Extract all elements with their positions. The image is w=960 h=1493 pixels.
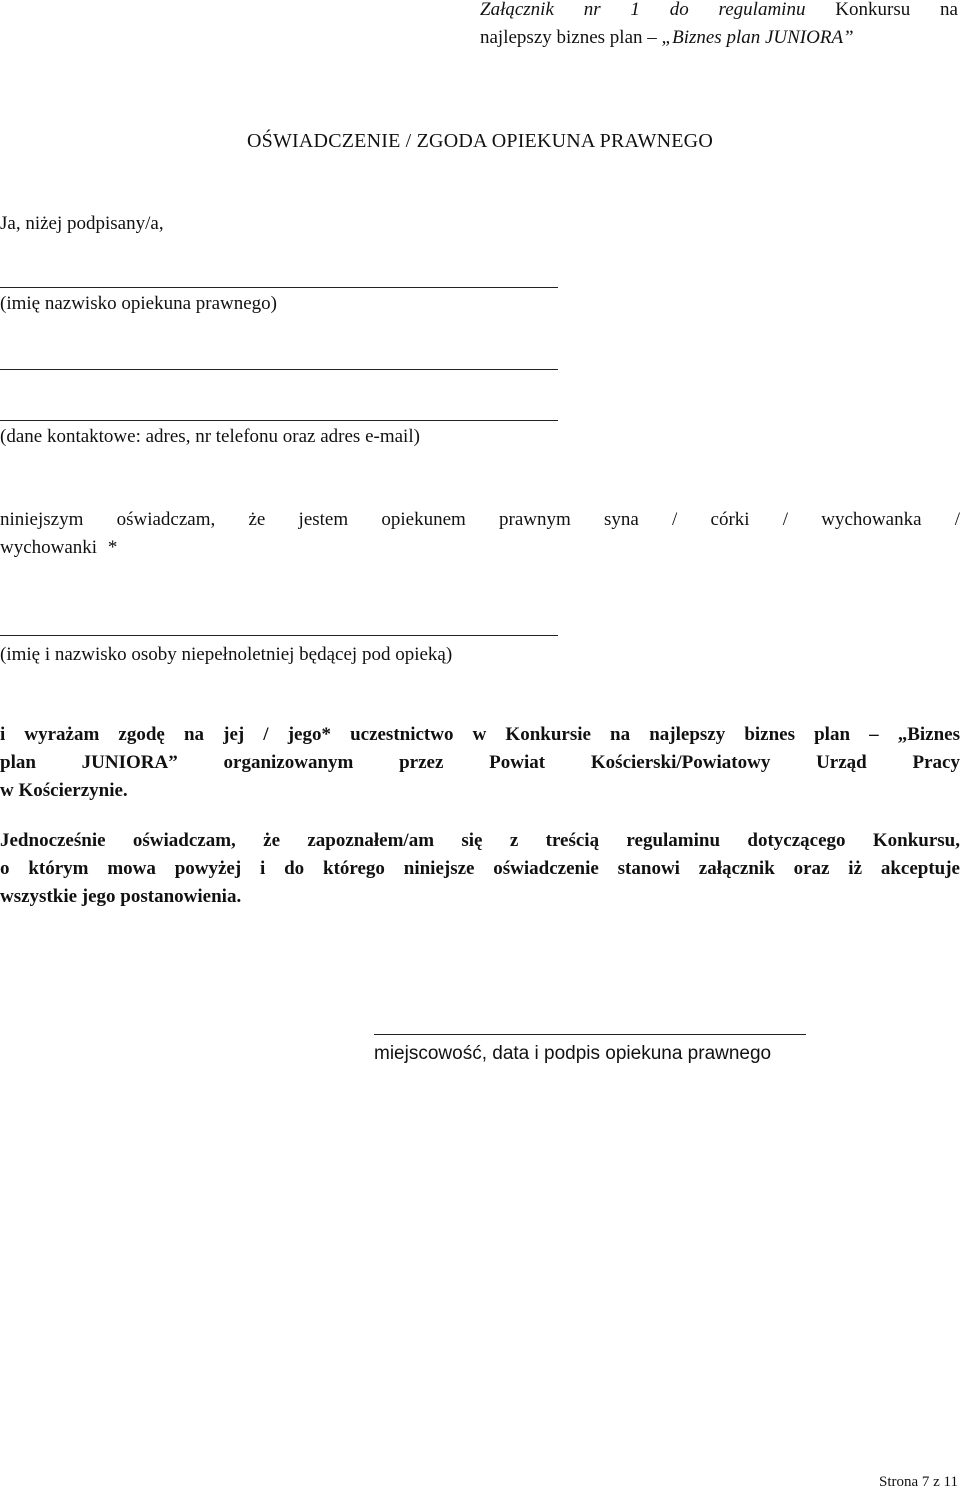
attachment-contest-name: najlepszy biznes plan – (480, 27, 657, 48)
attachment-header-line2 (480, 24, 942, 52)
guardian-name-caption: (imię nazwisko opiekuna prawnego) (0, 293, 277, 314)
attachment-plan-name: „Biznes plan JUNIORA” (661, 27, 854, 48)
declaration-line-2: wychowanki * (0, 537, 118, 558)
minor-name-line (0, 635, 558, 636)
signature-line (374, 1034, 806, 1035)
acknowledgement-paragraph (0, 827, 960, 911)
acknowledgement-line-3: wszystkie jego postanowienia. (0, 886, 242, 907)
signature-caption: miejscowość, data i podpis opiekuna prawnego (374, 1043, 772, 1064)
consent-paragraph (0, 721, 960, 805)
consent-line-2: plan JUNIORA” organizowanym przez Powiat Kościerski/Powiatowy Urząd Pracy (0, 752, 960, 773)
page-title: OŚWIADCZENIE / ZGODA OPIEKUNA PRAWNEGO (247, 130, 713, 152)
contact-caption: (dane kontaktowe: adres, nr telefonu oraz adres e-mail) (0, 426, 420, 447)
intro-text: Ja, niżej podpisany/a, (0, 213, 164, 234)
contact-line-1 (0, 369, 558, 370)
declaration-text-1: niniejszym oświadczam, że jestem opiekunem prawnym syna / córki / wychowanka / (0, 509, 960, 530)
consent-line-3: w Kościerzynie. (0, 780, 128, 801)
page-number: Strona 7 z 11 (878, 1474, 958, 1490)
minor-name-caption: (imię i nazwisko osoby niepełnoletniej będącej pod opieką) (0, 644, 453, 665)
consent-line-1: i wyrażam zgodę na jej / jego* uczestnictwo w Konkursie na najlepszy biznes plan – „Biznes (0, 724, 960, 745)
acknowledgement-line-2: o którym mowa powyżej i do którego niniejsze oświadczenie stanowi załącznik oraz iż akceptuje (0, 858, 960, 879)
attachment-label: Załącznik nr 1 do regulaminu (480, 0, 806, 20)
attachment-header-line1 (480, 0, 958, 24)
acknowledgement-line-1: Jednocześnie oświadczam, że zapoznałem/am się z treścią regulaminu dotyczącego Konkursu, (0, 830, 960, 851)
guardian-name-line (0, 287, 558, 288)
contact-line-2 (0, 420, 558, 421)
attachment-contest: Konkursu na (835, 0, 958, 20)
declaration-line-1 (0, 506, 960, 534)
